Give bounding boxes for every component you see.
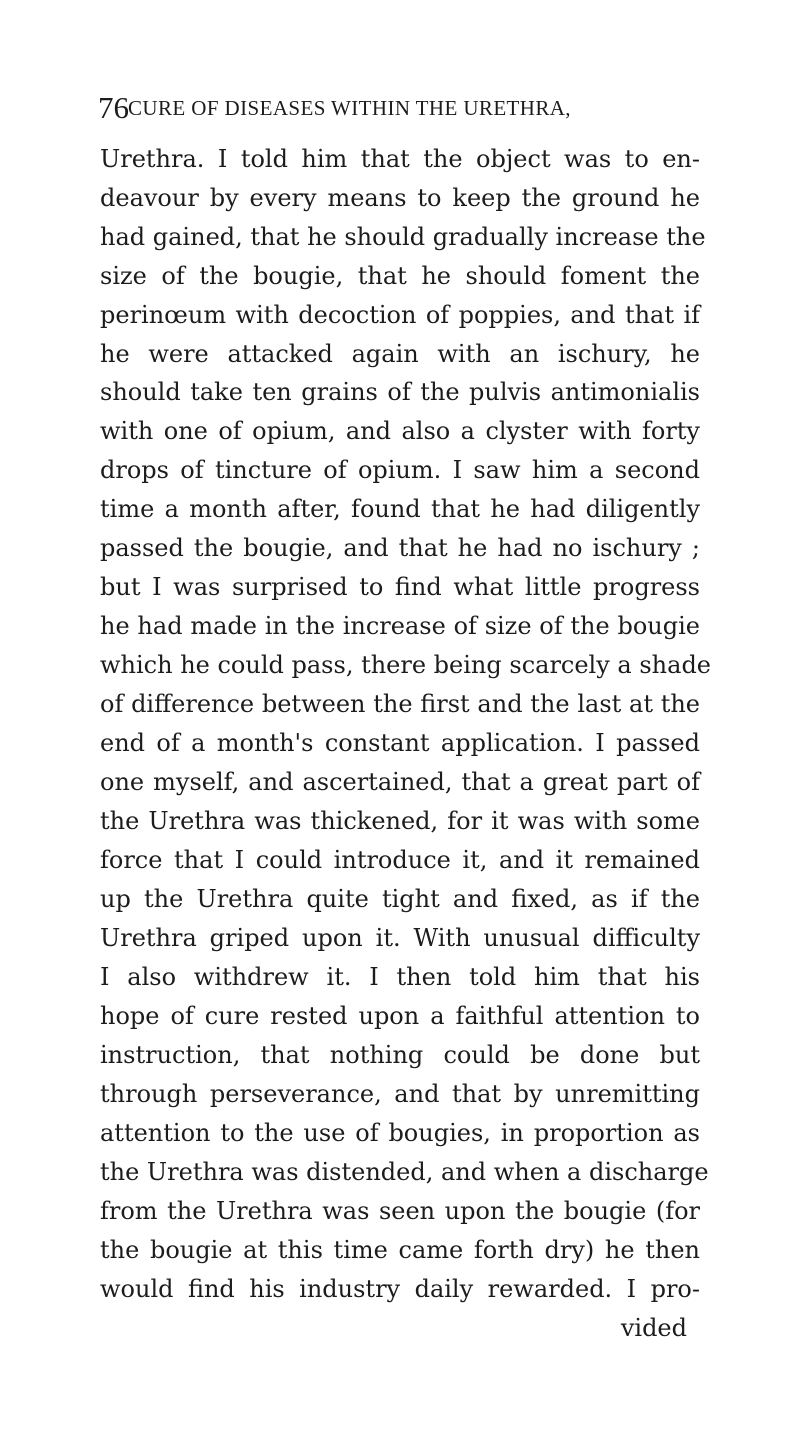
text-line: instruction, that nothing could be done but (100, 1041, 700, 1069)
text-line: end of a month's constant application. I passed (100, 729, 700, 757)
text-line: he were attacked again with an ischury, he (100, 340, 700, 368)
text-line: one myself, and ascertained, that a great part of (100, 768, 700, 796)
text-line: hope of cure rested upon a faithful attention to (100, 1002, 700, 1030)
text-line: would find his industry daily rewarded. I pro- (100, 1275, 700, 1303)
text-line: deavour by every means to keep the ground he (100, 184, 700, 212)
text-line: with one of opium, and also a clyster with forty (100, 417, 700, 445)
text-line: the Urethra was thickened, for it was with some (100, 807, 700, 835)
text-line: perinœum with decoction of poppies, and that if (100, 301, 700, 329)
text-line: the Urethra was distended, and when a discharge (100, 1158, 709, 1186)
text-line: passed the bougie, and that he had no ischury ; (100, 534, 700, 562)
running-head: CURE OF DISEASES WITHIN THE URETHRA, (128, 96, 571, 120)
text-line: the bougie at this time came forth dry) he then (100, 1236, 700, 1264)
text-line: but I was surprised to find what little progress (100, 573, 700, 601)
text-line: up the Urethra quite tight and fixed, as if the (100, 885, 700, 913)
catchword: vided (620, 1314, 687, 1342)
text-line: force that I could introduce it, and it remained (100, 846, 700, 874)
text-line: should take ten grains of the pulvis antimonialis (100, 378, 700, 406)
text-line: Urethra griped upon it. With unusual difficulty (100, 924, 700, 952)
text-line: he had made in the increase of size of the bougie (100, 612, 700, 640)
text-line: had gained, that he should gradually increase the (100, 223, 706, 251)
text-line: drops of tincture of opium. I saw him a second (100, 456, 700, 484)
text-line: attention to the use of bougies, in proportion as (100, 1119, 700, 1147)
text-line: I also withdrew it. I then told him that his (100, 963, 700, 991)
text-line: Urethra. I told him that the object was to en- (100, 145, 700, 173)
page-number: 76 (98, 90, 129, 125)
text-line: time a month after, found that he had diligently (100, 495, 700, 523)
text-line: size of the bougie, that he should foment the (100, 262, 700, 290)
text-line: of difference between the first and the last at the (100, 690, 700, 718)
text-line: from the Urethra was seen upon the bougie (for (100, 1197, 700, 1225)
text-line: through perseverance, and that by unremitting (100, 1080, 700, 1108)
text-line: which he could pass, there being scarcely a shade (100, 651, 712, 679)
